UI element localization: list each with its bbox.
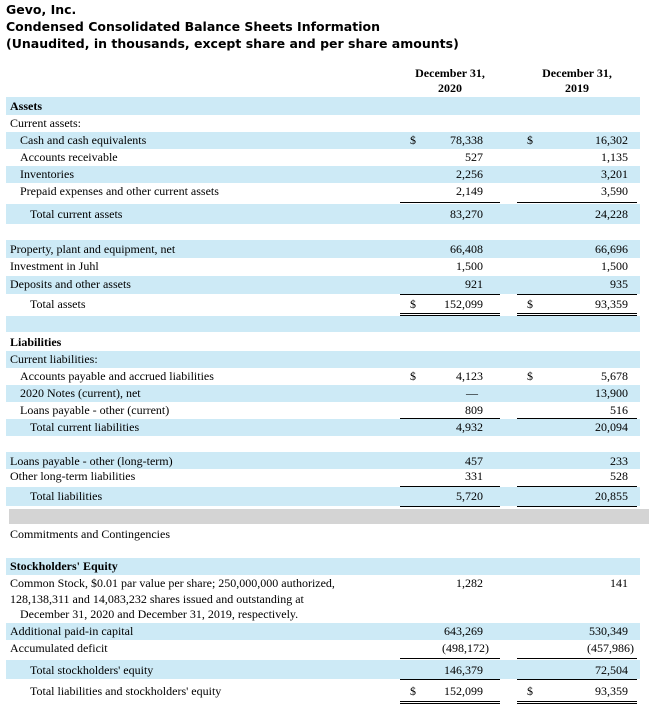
value-2020: 78,338 <box>450 133 483 147</box>
value-2019: 935 <box>610 277 628 291</box>
row-label: Total liabilities and stockholders' equity <box>30 684 222 698</box>
column-header-2019-line1: December 31, <box>542 66 612 80</box>
currency-symbol: $ <box>410 133 416 147</box>
spacer-row <box>6 316 640 332</box>
statement-subtitle: (Unaudited, in thousands, except share and per share amounts) <box>6 36 459 51</box>
value-2019: 233 <box>610 454 628 468</box>
subtotal-rule-2019 <box>517 658 637 659</box>
liabilities-heading-row <box>6 334 640 351</box>
value-2020: 331 <box>465 469 483 483</box>
row-label: Total assets <box>30 297 86 311</box>
subtotal-rule-2019 <box>517 506 637 507</box>
assets-heading: Assets <box>10 99 42 113</box>
subtotal-rule-2019 <box>517 679 637 680</box>
currency-symbol: $ <box>410 369 416 383</box>
statement-title: Condensed Consolidated Balance Sheets Information <box>6 19 380 34</box>
value-2020: 146,379 <box>444 663 483 677</box>
row-label: Additional paid-in capital <box>10 624 134 638</box>
value-2019: 530,349 <box>589 624 628 638</box>
row-label: Loans payable - other (current) <box>20 403 170 417</box>
column-header-2019 <box>517 66 637 96</box>
row-label-line1: Common Stock, $0.01 par value per share; 250,000,000 authorized, <box>10 576 335 590</box>
commitments-label: Commitments and Contingencies <box>10 527 170 541</box>
value-2020: 2,149 <box>456 184 483 198</box>
currency-symbol: $ <box>527 297 533 311</box>
row-label-line3: December 31, 2020 and December 31, 2019, respectively. <box>20 607 299 621</box>
row-label: Prepaid expenses and other current assets <box>20 184 219 198</box>
table-row <box>6 682 640 700</box>
total-double-rule-2020 <box>400 701 500 704</box>
table-row <box>6 276 640 294</box>
subtotal-rule-2020 <box>400 294 500 295</box>
value-2020: 4,123 <box>456 369 483 383</box>
value-2020: (498,172) <box>442 641 489 655</box>
row-label: Total stockholders' equity <box>30 663 154 677</box>
row-label: Accumulated deficit <box>10 641 108 655</box>
value-2020: 1,282 <box>456 576 483 590</box>
column-header-2019-line2: 2019 <box>565 81 589 95</box>
value-2019: 20,094 <box>595 420 628 434</box>
currency-symbol: $ <box>527 684 533 698</box>
value-2019: 93,359 <box>595 684 628 698</box>
value-2020: 527 <box>465 150 483 164</box>
row-label: Loans payable - other (long-term) <box>10 454 173 468</box>
subtotal-rule-2019 <box>517 202 637 203</box>
table-row <box>6 166 640 183</box>
table-row <box>6 296 640 314</box>
value-2019: 5,678 <box>601 369 628 383</box>
equity-heading-row <box>6 558 640 575</box>
value-2019: 20,855 <box>595 489 628 503</box>
row-label: Investment in Juhl <box>10 259 99 273</box>
subtotal-rule-2019 <box>517 294 637 295</box>
table-row <box>6 623 640 640</box>
value-2019: 24,228 <box>595 207 628 221</box>
value-2020: 2,256 <box>456 167 483 181</box>
assets-heading-row <box>6 97 640 115</box>
table-row <box>6 258 640 276</box>
row-label-line2: 128,138,311 and 14,083,232 shares issued and outstanding at <box>10 592 304 606</box>
table-row <box>6 402 640 419</box>
value-2020: 152,099 <box>444 684 483 698</box>
row-label: Total current assets <box>30 207 123 221</box>
currency-symbol: $ <box>527 369 533 383</box>
current-assets-heading: Current assets: <box>10 116 81 130</box>
value-2020: 66,408 <box>450 242 483 256</box>
table-row <box>6 149 640 166</box>
value-2019: (457,986) <box>587 641 634 655</box>
column-header-2020-line2: 2020 <box>438 81 462 95</box>
subtotal-rule-2020 <box>400 658 500 659</box>
column-header-2020 <box>400 66 500 96</box>
row-label: Cash and cash equivalents <box>20 133 147 147</box>
row-label: Deposits and other assets <box>10 277 131 291</box>
value-2020: 457 <box>465 454 483 468</box>
table-row <box>6 368 640 385</box>
value-2020: 1,500 <box>456 259 483 273</box>
divider-band <box>9 509 649 524</box>
table-row <box>6 660 640 679</box>
value-2020: 921 <box>465 277 483 291</box>
company-name: Gevo, Inc. <box>6 2 77 17</box>
table-row <box>6 487 640 506</box>
value-2020: — <box>466 386 478 400</box>
table-row <box>6 640 640 658</box>
value-2019: 1,135 <box>601 150 628 164</box>
commitments-row <box>6 526 640 544</box>
row-label: Total current liabilities <box>30 420 140 434</box>
value-2019: 93,359 <box>595 297 628 311</box>
table-row <box>6 419 640 436</box>
value-2020: 809 <box>465 403 483 417</box>
table-row <box>6 240 640 258</box>
value-2019: 3,590 <box>601 184 628 198</box>
value-2020: 83,270 <box>450 207 483 221</box>
subtotal-rule-2020 <box>400 679 500 680</box>
table-row <box>6 183 640 201</box>
value-2019: 72,504 <box>595 663 628 677</box>
value-2019: 528 <box>610 469 628 483</box>
currency-symbol: $ <box>527 133 533 147</box>
table-row <box>6 132 640 149</box>
column-header-2020-line1: December 31, <box>415 66 485 80</box>
total-double-rule-2019 <box>517 701 637 704</box>
value-2019: 516 <box>610 403 628 417</box>
liabilities-heading: Liabilities <box>10 335 62 349</box>
value-2019: 3,201 <box>601 167 628 181</box>
currency-symbol: $ <box>410 297 416 311</box>
value-2019: 66,696 <box>595 242 628 256</box>
currency-symbol: $ <box>410 684 416 698</box>
row-label: Other long-term liabilities <box>10 469 136 483</box>
table-row <box>6 204 640 224</box>
row-label: Total liabilities <box>30 489 103 503</box>
table-row <box>6 452 640 469</box>
table-row <box>6 575 640 623</box>
current-assets-heading-row <box>6 115 640 132</box>
value-2020: 643,269 <box>444 624 483 638</box>
subtotal-rule-2020 <box>400 506 500 507</box>
row-label: Inventories <box>20 167 74 181</box>
current-liabilities-heading-row <box>6 351 640 368</box>
value-2019: 13,900 <box>595 386 628 400</box>
row-label: Accounts payable and accrued liabilities <box>20 369 214 383</box>
row-label: 2020 Notes (current), net <box>20 386 141 400</box>
table-row <box>6 385 640 402</box>
value-2020: 5,720 <box>456 489 483 503</box>
row-label: Accounts receivable <box>20 150 118 164</box>
subtotal-rule-2020 <box>400 202 500 203</box>
value-2019: 141 <box>610 576 628 590</box>
table-row <box>6 469 640 486</box>
row-label: Property, plant and equipment, net <box>10 242 176 256</box>
value-2019: 1,500 <box>601 259 628 273</box>
current-liabilities-heading: Current liabilities: <box>10 352 98 366</box>
value-2019: 16,302 <box>595 133 628 147</box>
value-2020: 4,932 <box>456 420 483 434</box>
equity-heading: Stockholders' Equity <box>10 559 118 573</box>
value-2020: 152,099 <box>444 297 483 311</box>
